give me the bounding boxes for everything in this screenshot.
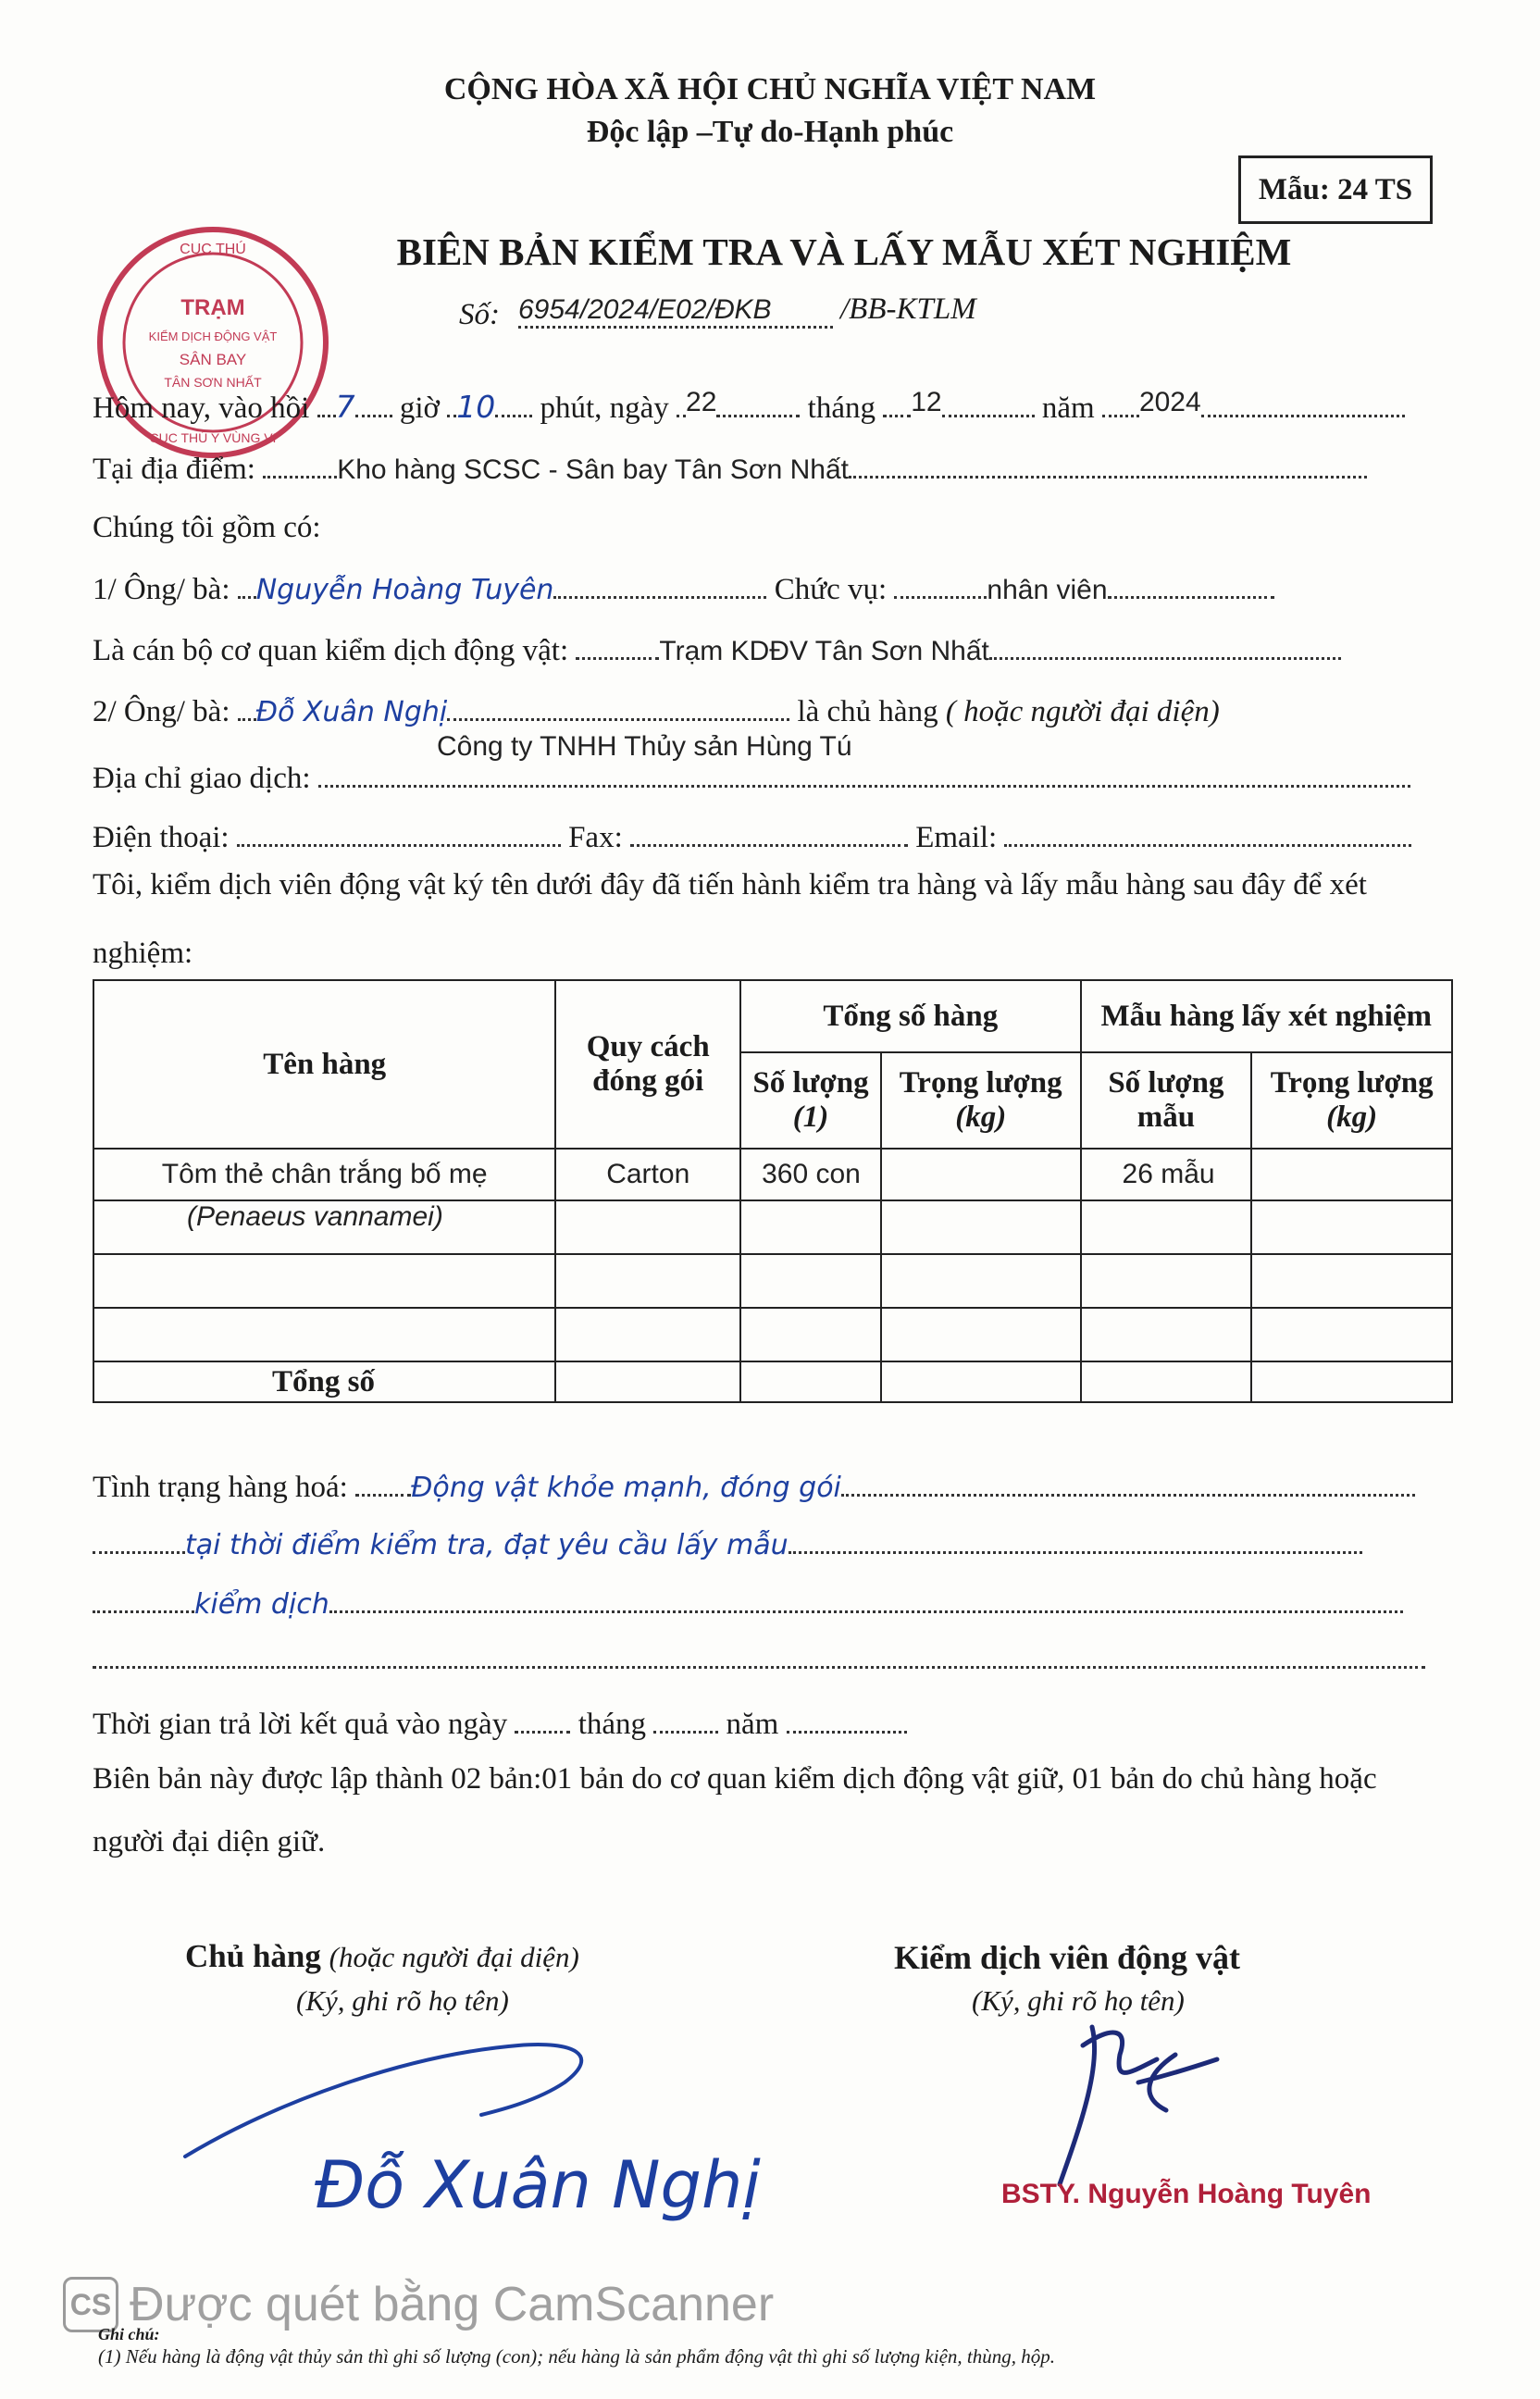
datetime-line <box>93 387 1405 426</box>
form-code-box: Mẫu: 24 TS <box>1238 155 1433 224</box>
members-label: Chúng tôi gồm có: <box>93 511 321 544</box>
motto: Độc lập –Tự do-Hạnh phúc <box>586 115 954 149</box>
email-label: Email: <box>915 821 998 854</box>
stamp-line-2: KIỂM DỊCH ĐỘNG VẬT <box>148 329 278 343</box>
person2-role: là chủ hàng <box>797 695 938 728</box>
person2-label: 2/ Ông/ bà: <box>93 695 230 728</box>
th-weight: Trọng lượng (kg) <box>881 1052 1081 1149</box>
doc-number-suffix: /BB-KTLM <box>840 292 976 326</box>
cell-sample-qty: 26 mẫu <box>1081 1149 1252 1200</box>
condition-line-2 <box>93 1523 1362 1562</box>
condition-label: Tình trạng hàng hoá: <box>93 1471 348 1504</box>
condition-text-2: tại thời điểm kiểm tra, đạt yêu cầu lấy mẫu <box>185 1529 789 1561</box>
cell-qty: 360 con <box>740 1149 881 1200</box>
document-title: BIÊN BẢN KIỂM TRA VÀ LẤY MẪU XÉT NGHIỆM <box>396 230 1292 273</box>
day-value: 22 <box>686 387 717 417</box>
statement-line-1: Tôi, kiểm dịch viên động vật ký tên dưới đây đã tiến hành kiểm tra hàng và lấy mẫu hàng sau đây để xét <box>93 868 1367 901</box>
result-year-label: năm <box>726 1708 779 1741</box>
cell-total-label: Tổng số <box>93 1361 555 1402</box>
country-title: CỘNG HÒA XÃ HỘI CHỦ NGHĨA VIỆT NAM <box>443 72 1097 106</box>
th-qty: Số lượng (1) <box>740 1052 881 1149</box>
owner-signature-stroke <box>167 2027 648 2166</box>
owner-sign-instruction: (Ký, ghi rõ họ tên) <box>296 1984 509 2017</box>
cell-sample-weight <box>1251 1149 1452 1200</box>
contact-line <box>93 816 1411 855</box>
th-name: Tên hàng <box>93 980 555 1149</box>
address-value: Công ty TNHH Thủy sản Hùng Tú <box>437 731 852 762</box>
th-pack: Quy cách đóng gói <box>555 980 740 1149</box>
stamp-top-text: CỤC THÚ <box>180 242 246 257</box>
statement-line-2: nghiệm: <box>93 937 193 970</box>
location-label: Tại địa điểm: <box>93 453 255 486</box>
copies-line-1: Biên bản này được lập thành 02 bản:01 bản do cơ quan kiểm dịch động vật giữ, 01 bản do chủ hàng hoặc <box>93 1762 1377 1796</box>
th-sample: Mẫu hàng lấy xét nghiệm <box>1081 980 1452 1052</box>
year-label: năm <box>1041 392 1095 425</box>
th-sample-weight: Trọng lượng (kg) <box>1251 1052 1452 1149</box>
inspector-signature-stroke <box>1027 2008 1240 2194</box>
owner-signature-name: Đỗ Xuân Nghị <box>315 2147 761 2223</box>
location-value: Kho hàng SCSC - Sân bay Tân Sơn Nhất <box>337 454 849 485</box>
person2-role-note: ( hoặc người đại diện) <box>945 695 1220 728</box>
person1-label: 1/ Ông/ bà: <box>93 573 230 606</box>
doc-number-label: Số: <box>459 298 500 331</box>
phone-label: Điện thoại: <box>93 821 230 854</box>
inspector-sign-title: Kiểm dịch viên động vật <box>894 1939 1241 1976</box>
copies-line-2: người đại diện giữ. <box>93 1825 326 1858</box>
table-row <box>93 1200 1452 1254</box>
position-value: nhân viên <box>987 575 1108 605</box>
footnote-text: (1) Nếu hàng là động vật thủy sản thì ghi số lượng (con); nếu hàng là sản phẩm động vật thì ghi số lượng kiện, thùng, hộp. <box>98 2345 1055 2368</box>
hour-label: giờ <box>399 392 440 425</box>
year-value: 2024 <box>1138 387 1201 417</box>
position-label: Chức vụ: <box>774 573 888 606</box>
cell-name: Tôm thẻ chân trắng bố mẹ <box>93 1149 555 1200</box>
inspector-sign-instruction: (Ký, ghi rõ họ tên) <box>972 1984 1185 2017</box>
inspector-name-stamp: BSTY. Nguyễn Hoàng Tuyên <box>1001 2179 1372 2209</box>
stamp-line-1: TRẠM <box>180 295 245 320</box>
condition-text-3: kiểm dịch <box>194 1588 329 1621</box>
th-total: Tổng số hàng <box>740 980 1080 1052</box>
address-label: Địa chỉ giao dịch: <box>93 762 311 795</box>
location-line <box>93 448 1367 487</box>
condition-line-1 <box>93 1466 1415 1505</box>
agency-value: Trạm KDĐV Tân Sơn Nhất <box>659 636 989 666</box>
stamp-line-4: TÂN SƠN NHẤT <box>164 375 262 390</box>
footnote-label: Ghi chú: <box>98 2325 160 2343</box>
result-month-label: tháng <box>578 1708 647 1741</box>
person1-name: Nguyễn Hoàng Tuyên <box>255 574 554 606</box>
minute-value: 10 <box>456 389 496 425</box>
cell-pack: Carton <box>555 1149 740 1200</box>
condition-line-3 <box>93 1583 1403 1622</box>
fax-label: Fax: <box>568 821 623 854</box>
cell-scientific-name: (Penaeus vannamei) <box>93 1200 555 1254</box>
person2-line <box>93 690 1220 729</box>
agency-line <box>93 629 1341 668</box>
table-row <box>93 1308 1452 1361</box>
agency-label: Là cán bộ cơ quan kiểm dịch động vật: <box>93 634 569 667</box>
address-line <box>93 757 1410 796</box>
table-row <box>93 1149 1452 1200</box>
cell-weight <box>881 1149 1081 1200</box>
month-value: 12 <box>911 387 942 417</box>
table-total-row <box>93 1361 1452 1402</box>
camscanner-logo: CS <box>63 2277 118 2332</box>
th-sample-qty: Số lượng mẫu <box>1081 1052 1252 1149</box>
month-label: tháng <box>807 392 876 425</box>
person2-name: Đỗ Xuân Nghị <box>255 696 448 728</box>
result-line <box>93 1703 907 1742</box>
condition-text-1: Động vật khỏe mạnh, đóng gói <box>411 1472 841 1504</box>
doc-number-value: 6954/2024/E02/ĐKB <box>518 294 833 329</box>
goods-table <box>93 979 1453 1403</box>
result-label: Thời gian trả lời kết quả vào ngày <box>93 1708 508 1741</box>
person1-line <box>93 568 1274 607</box>
camscanner-watermark: Được quét bằng CamScanner <box>130 2278 775 2331</box>
stamp-line-3: SÂN BAY <box>179 351 247 368</box>
condition-line-4 <box>93 1638 1425 1677</box>
table-row <box>93 1254 1452 1308</box>
minute-label: phút, ngày <box>540 392 669 425</box>
hour-value: 7 <box>335 389 355 425</box>
datetime-label: Hôm nay, vào hồi <box>93 392 310 425</box>
owner-sign-title: Chủ hàng (hoặc người đại diện) <box>185 1938 579 1974</box>
stamp-bottom-text: CỤC THÚ Y VÙNG VI <box>149 430 277 445</box>
